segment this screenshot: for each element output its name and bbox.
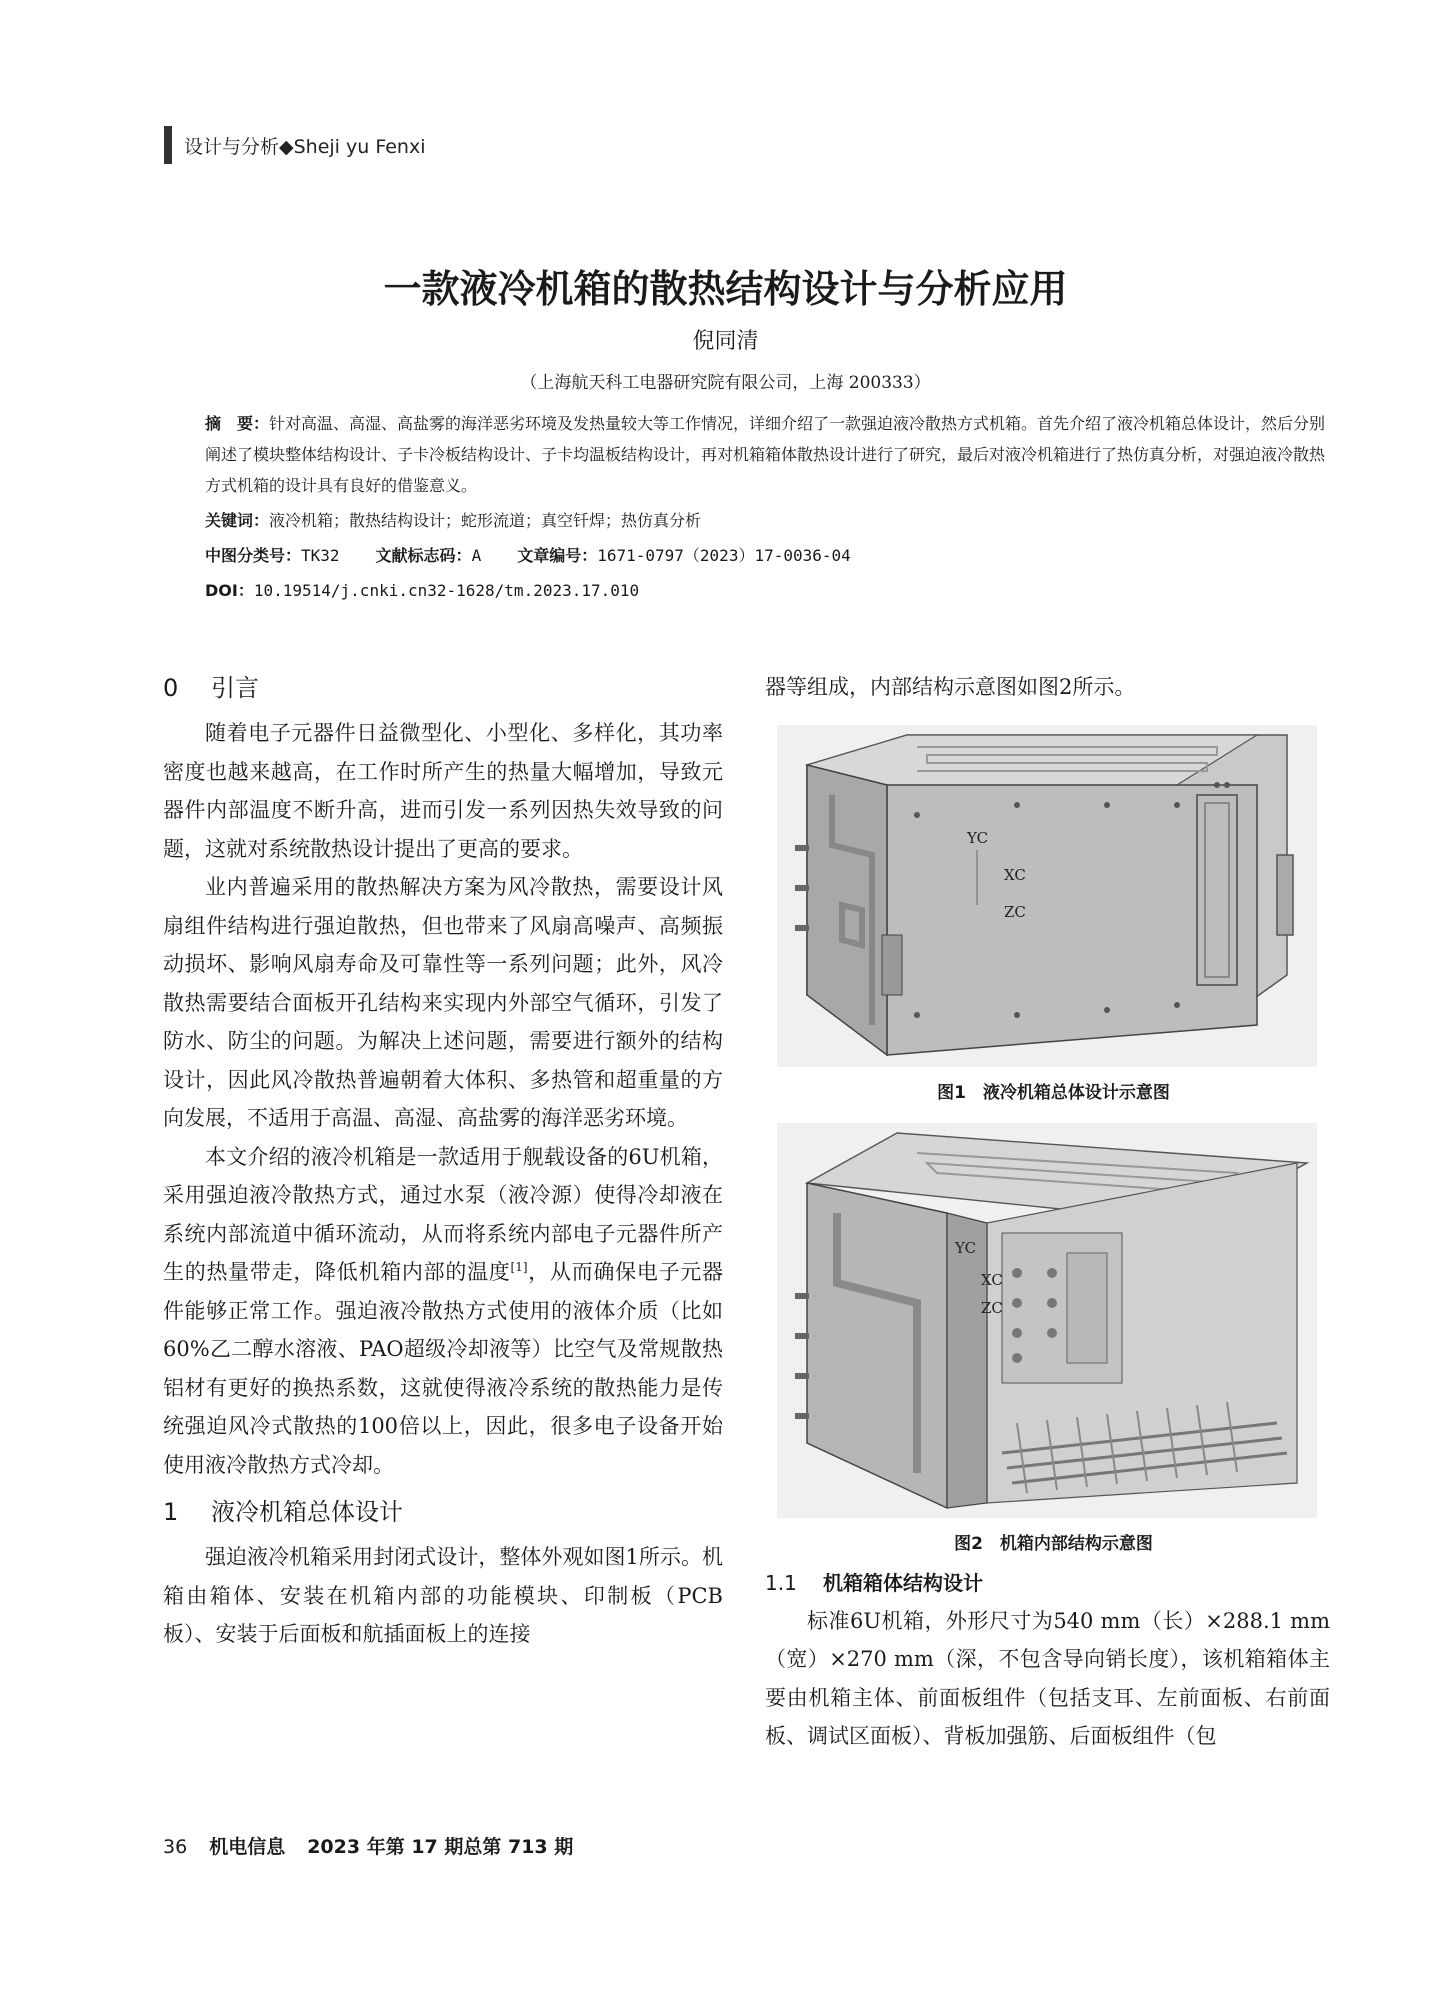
- clc-label: 中图分类号：: [205, 546, 302, 565]
- figure-2-caption: 图2 机箱内部结构示意图: [954, 1533, 1153, 1554]
- intro-paragraph-2: 业内普遍采用的散热解决方案为风冷散热，需要设计风扇组件结构进行强迫散热，但也带来了风扇高噪声、高频振动损坏、影响风扇寿命及可靠性等一系列问题；此外，风冷散热需要结合面板开孔结构来实现内外部空气循环，引发了防水、防尘的问题。为解决上述问题，需要进行额外的结构设计，因此风冷散热普遍朝着大体积、多热管和超重量的方向发展，不适用于高温、高湿、高盐雾的海洋恶劣环境。: [163, 875, 723, 1130]
- keywords-label: 关键词：: [205, 511, 270, 530]
- keywords-text: 液冷机箱；散热结构设计；蛇形流道；真空钎焊；热仿真分析: [269, 511, 702, 530]
- intro-paragraph-3: [163, 1138, 723, 1485]
- issue-info: 2023 年第 17 期总第 713 期: [307, 1836, 574, 1858]
- affiliation: （上海航天科工电器研究院有限公司，上海 200333）: [520, 373, 931, 393]
- keywords: [205, 505, 1335, 536]
- abstract: [205, 408, 1335, 501]
- section-1-1-heading: [765, 1564, 1330, 1602]
- left-column: [163, 668, 723, 1654]
- figure-1: [777, 725, 1330, 1105]
- section-1-heading: [163, 1492, 723, 1532]
- fig1-axis-zc: ZC: [1004, 902, 1026, 921]
- doc-code-value: A: [471, 546, 482, 565]
- doi-value: 10.19514/j.cnki.cn32-1628/tm.2023.17.010: [253, 581, 640, 600]
- doi-line: [205, 575, 1335, 606]
- header-bar: [164, 126, 172, 164]
- fig1-axis-xc: XC: [1004, 865, 1026, 884]
- section-1-1-number: 1.1: [765, 1570, 797, 1595]
- figure-2: [777, 1123, 1330, 1556]
- abstract-label: 摘 要：: [205, 414, 270, 433]
- clc-value: TK32: [301, 546, 340, 565]
- page-footer: [163, 1832, 573, 1859]
- journal-name: 机电信息: [209, 1836, 286, 1858]
- page-number: 36: [163, 1836, 188, 1858]
- doi-label: DOI：: [205, 581, 254, 600]
- doc-code-label: 文献标志码：: [375, 546, 472, 565]
- section-1-paragraph-1: 强迫液冷机箱采用封闭式设计，整体外观如图1所示。机箱由箱体、安装在机箱内部的功能模块、印制板（PCB板）、安装于后面板和航插面板上的连接: [163, 1545, 723, 1646]
- section-1-1-paragraph-1: 标准6U机箱，外形尺寸为540 mm（长）×288.1 mm（宽）×270 mm（深，不包含导向销长度），该机箱箱体主要由机箱主体、前面板组件（包括支耳、左前面板、右前面板、调试区面板）、背板加强筋、后面板组件（包: [765, 1608, 1330, 1748]
- section-1-title: 液冷机箱总体设计: [211, 1498, 403, 1526]
- section-1-1-title: 机箱箱体结构设计: [823, 1570, 983, 1595]
- right-column: [765, 668, 1330, 1756]
- figure-1-image: [777, 725, 1317, 1067]
- citation-ref: [1]: [510, 1260, 528, 1274]
- intro-paragraph-3-part-b: ，从而确保电子元器件能够正常工作。强迫液冷散热方式使用的液体介质（比如60%乙二醇水溶液、PAO超级冷却液等）比空气及常规散热铝材有更好的换热系数，这就使得液冷系统的散热能力是传统强迫风冷式散热的100倍以上，因此，很多电子设备开始使用液冷散热方式冷却。: [163, 1260, 724, 1477]
- section-1-number: 1: [163, 1498, 179, 1526]
- article-no-label: 文章编号：: [517, 546, 598, 565]
- section-0-number: 0: [163, 674, 179, 702]
- figure-1-caption: 图1 液冷机箱总体设计示意图: [937, 1082, 1170, 1103]
- classification-line: [205, 540, 1335, 571]
- fig2-axis-zc: ZC: [981, 1298, 1003, 1317]
- section-0-title: 引言: [211, 674, 259, 702]
- fig2-axis-xc: XC: [981, 1270, 1003, 1289]
- abstract-text: 针对高温、高湿、高盐雾的海洋恶劣环境及发热量较大等工作情况，详细介绍了一款强迫液冷散热方式机箱。首先介绍了液冷机箱总体设计，然后分别阐述了模块整体结构设计、子卡冷板结构设计、子卡均温板结构设计，再对机箱箱体散热设计进行了研究，最后对液冷机箱进行了热仿真分析，对强迫液冷散热方式机箱的设计具有良好的借鉴意义。: [205, 414, 1326, 495]
- figure-2-image: [777, 1123, 1317, 1518]
- abstract-block: [205, 408, 1335, 606]
- paper-title: 一款液冷机箱的散热结构设计与分析应用: [383, 267, 1068, 311]
- running-header: 设计与分析◆Sheji yu Fenxi: [184, 136, 426, 158]
- intro-paragraph-1: 随着电子元器件日益微型化、小型化、多样化，其功率密度也越来越高，在工作时所产生的热量大幅增加，导致元器件内部温度不断升高，进而引发一系列因热失效导致的问题，这就对系统散热设计提出了更高的要求。: [163, 721, 723, 861]
- fig2-axis-yc: YC: [955, 1238, 977, 1257]
- intro-paragraph-3-part-a: 本文介绍的液冷机箱是一款适用于舰载设备的6U机箱，采用强迫液冷散热方式，通过水泵（液冷源）使得冷却液在系统内部流道中循环流动，从而将系统内部电子元器件所产生的热量带走，降低机箱内部的温度: [163, 1144, 723, 1284]
- author: 倪同清: [692, 329, 759, 354]
- fig1-axis-yc: YC: [967, 828, 989, 847]
- section-0-heading: [163, 668, 723, 708]
- article-no-value: 1671-0797（2023）17-0036-04: [597, 546, 851, 565]
- section-1-paragraph-1-continued: 器等组成，内部结构示意图如图2所示。: [765, 675, 1136, 699]
